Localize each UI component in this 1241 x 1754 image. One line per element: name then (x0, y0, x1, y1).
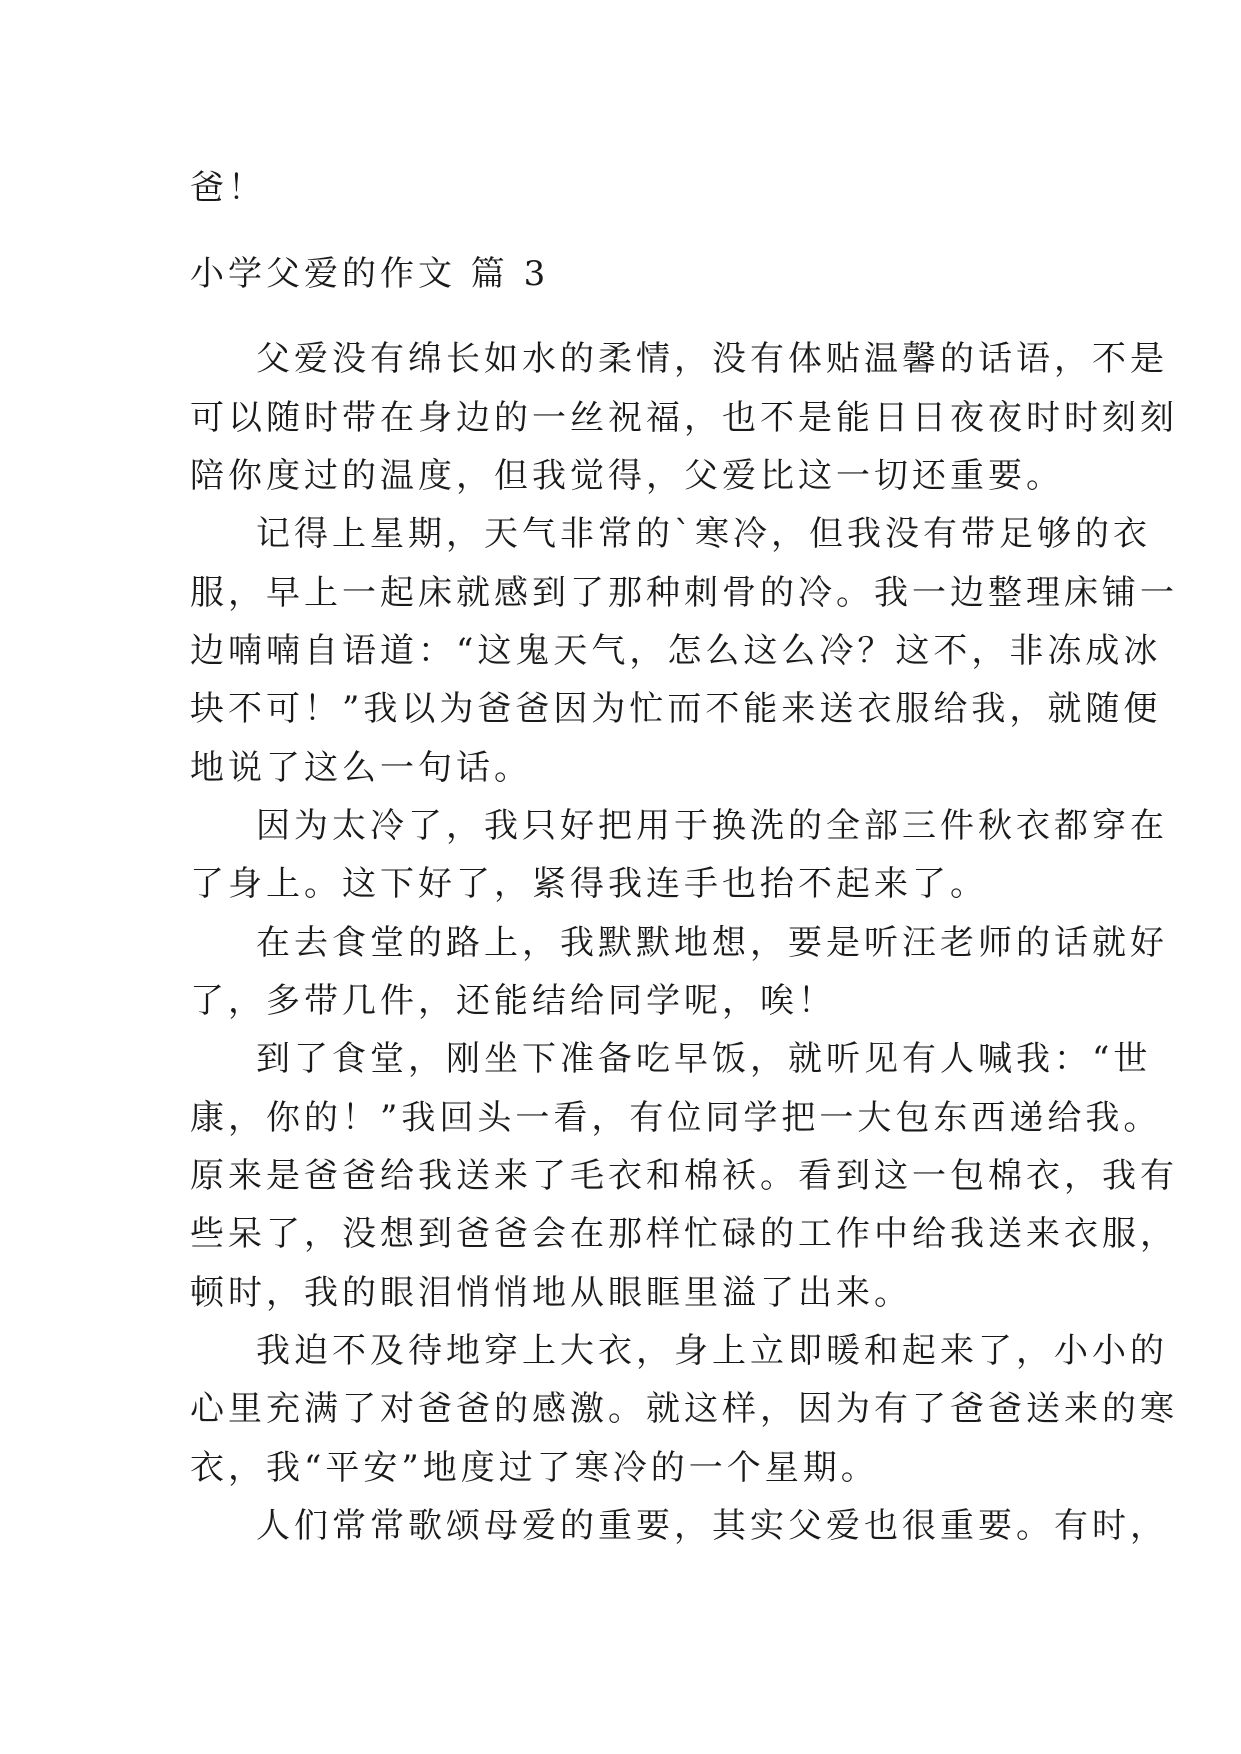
text-line: 我迫不及待地穿上大衣，身上立即暖和起来了，小小的 (256, 1331, 1168, 1371)
text-line: 块不可！”我以为爸爸因为忙而不能来送衣服给我，就随便 (190, 689, 1162, 729)
text-line: 了，多带几件，还能结给同学呢，唉！ (190, 981, 836, 1021)
text-line: 可以随时带在身边的一丝祝福，也不是能日日夜夜时时刻刻 (190, 398, 1178, 438)
section-heading: 小学父爱的作文 篇 3 (190, 254, 550, 294)
text-line: 到了食堂，刚坐下准备吃早饭，就听见有人喊我：“世 (256, 1039, 1152, 1079)
text-line: 人们常常歌颂母爱的重要，其实父爱也很重要。有时， (256, 1506, 1168, 1546)
text-line: 地说了这么一句话。 (190, 748, 532, 788)
text-line: 了身上。这下好了，紧得我连手也抬不起来了。 (190, 864, 988, 904)
text-line: 些呆了，没想到爸爸会在那样忙碌的工作中给我送来衣服， (190, 1214, 1178, 1254)
text-line: 父爱没有绵长如水的柔情，没有体贴温馨的话语，不是 (256, 339, 1168, 379)
text-line: 顿时，我的眼泪悄悄地从眼眶里溢了出来。 (190, 1273, 912, 1313)
text-line: 陪你度过的温度，但我觉得，父爱比这一切还重要。 (190, 456, 1064, 496)
text-line: 心里充满了对爸爸的感激。就这样，因为有了爸爸送来的寒 (190, 1389, 1178, 1429)
text-line: 原来是爸爸给我送来了毛衣和棉袄。看到这一包棉衣，我有 (190, 1156, 1178, 1196)
text-line: 服，早上一起床就感到了那种刺骨的冷。我一边整理床铺一 (190, 573, 1178, 613)
text-line: 记得上星期，天气非常的`寒冷，但我没有带足够的衣 (256, 514, 1151, 554)
text-line: 在去食堂的路上，我默默地想，要是听汪老师的话就好 (256, 923, 1168, 963)
text-line: 爸！ (190, 168, 266, 208)
text-line: 因为太冷了，我只好把用于换洗的全部三件秋衣都穿在 (256, 806, 1168, 846)
text-line: 边喃喃自语道：“这鬼天气，怎么这么冷？这不，非冻成冰 (190, 631, 1162, 671)
text-line: 衣，我“平安”地度过了寒冷的一个星期。 (190, 1448, 879, 1488)
text-line: 康，你的！”我回头一看，有位同学把一大包东西递给我。 (190, 1098, 1162, 1138)
